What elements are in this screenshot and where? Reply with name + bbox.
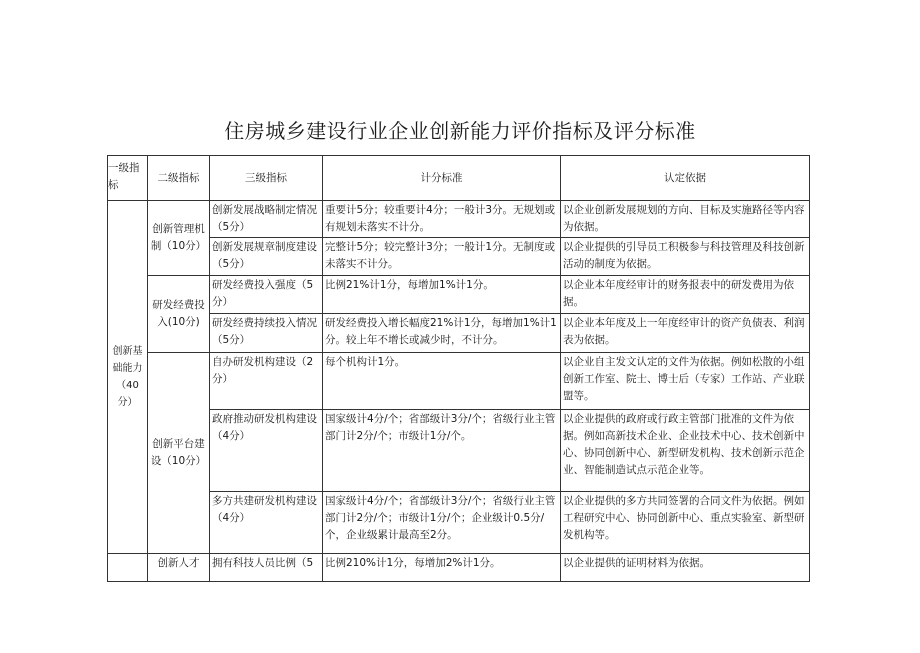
scoring-cell: 完整计5分；较完整计3分；一般计1分。无制度或未落实不计分。 — [323, 238, 561, 276]
header-scoring: 计分标准 — [323, 156, 561, 201]
scoring-cell: 比例21%计1分，每增加1%计1分。 — [323, 276, 561, 314]
page-title: 住房城乡建设行业企业创新能力评价指标及评分标准 — [224, 119, 696, 143]
header-level2: 二级指标 — [148, 156, 210, 201]
group-cell: 创新管理机制（10分） — [148, 201, 210, 276]
basis-cell: 以企业创新发展规划的方向、目标及实施路径等内容为依据。 — [561, 201, 810, 238]
item-cell: 创新发展战略制定情况（5分） — [210, 201, 323, 238]
table-row — [108, 276, 810, 314]
scoring-cell: 国家级计4分/个；省部级计3分/个；省级行业主管部门计2分/个；市级计1分/个。 — [323, 410, 561, 492]
item-cell: 多方共建研发机构建设（4分） — [210, 492, 323, 554]
item-cell: 政府推动研发机构建设（4分） — [210, 410, 323, 492]
header-row — [108, 156, 810, 201]
header-basis: 认定依据 — [561, 156, 810, 201]
table-row — [108, 492, 810, 554]
basis-cell: 以企业提供的引导员工积极参与科技管理及科技创新活动的制度为依据。 — [561, 238, 810, 276]
basis-cell: 以企业提供的政府或行政主管部门批准的文件为依据。例如高新技术企业、企业技术中心、技术创新中心、协同创新中心、新型研发机构、技术创新示范企业、智能制造试点示范企业等。 — [561, 410, 810, 492]
table-row — [108, 554, 810, 582]
scoring-cell: 研发经费投入增长幅度21%计1分，每增加1%计1分。较上年不增长或减少时，不计分。 — [323, 314, 561, 353]
table-row — [108, 410, 810, 492]
scoring-cell: 每个机构计1分。 — [323, 353, 561, 410]
basis-cell: 以企业本年度经审计的财务报表中的研发费用为依据。 — [561, 276, 810, 314]
item-cell: 研发经费持续投入情况（5分） — [210, 314, 323, 353]
table-row — [108, 201, 810, 238]
header-level3: 三级指标 — [210, 156, 323, 201]
table-row — [108, 238, 810, 276]
page-bottom-mask — [107, 583, 807, 653]
evaluation-table — [107, 155, 810, 582]
item-cell: 研发经费投入强度（5分） — [210, 276, 323, 314]
basis-cell: 以企业提供的多方共同签署的合同文件为依据。例如工程研究中心、协同创新中心、重点实验室、新型研发机构等。 — [561, 492, 810, 554]
group-cell: 研发经费投入(10分) — [148, 276, 210, 353]
table-row — [108, 314, 810, 353]
table-row — [108, 353, 810, 410]
item-cell: 创新发展规章制度建设（5分） — [210, 238, 323, 276]
level1-cell: 创新基础能力（40分） — [108, 201, 148, 554]
scoring-cell: 重要计5分；较重要计4分；一般计3分。无规划或有规划未落实不计分。 — [323, 201, 561, 238]
header-level1: 一级指标 — [108, 156, 148, 201]
basis-cell: 以企业提供的证明材料为依据。 — [561, 554, 810, 582]
basis-cell: 以企业本年度及上一年度经审计的资产负债表、利润表为依据。 — [561, 314, 810, 353]
scoring-cell: 比例210%计1分，每增加2%计1分。 — [323, 554, 561, 582]
group-cell: 创新平台建设（10分） — [148, 353, 210, 554]
group-cell: 创新人才 — [148, 554, 210, 582]
scoring-cell: 国家级计4分/个；省部级计3分/个；省级行业主管部门计2分/个；市级计1分/个；企业级计0.5分/个，企业级累计最高至2分。 — [323, 492, 561, 554]
level1-cell — [108, 554, 148, 582]
item-cell: 拥有科技人员比例（5 — [210, 554, 323, 582]
basis-cell: 以企业自主发文认定的文件为依据。例如松散的小组创新工作室、院士、博士后（专家）工作站、产业联盟等。 — [561, 353, 810, 410]
item-cell: 自办研发机构建设（2分） — [210, 353, 323, 410]
